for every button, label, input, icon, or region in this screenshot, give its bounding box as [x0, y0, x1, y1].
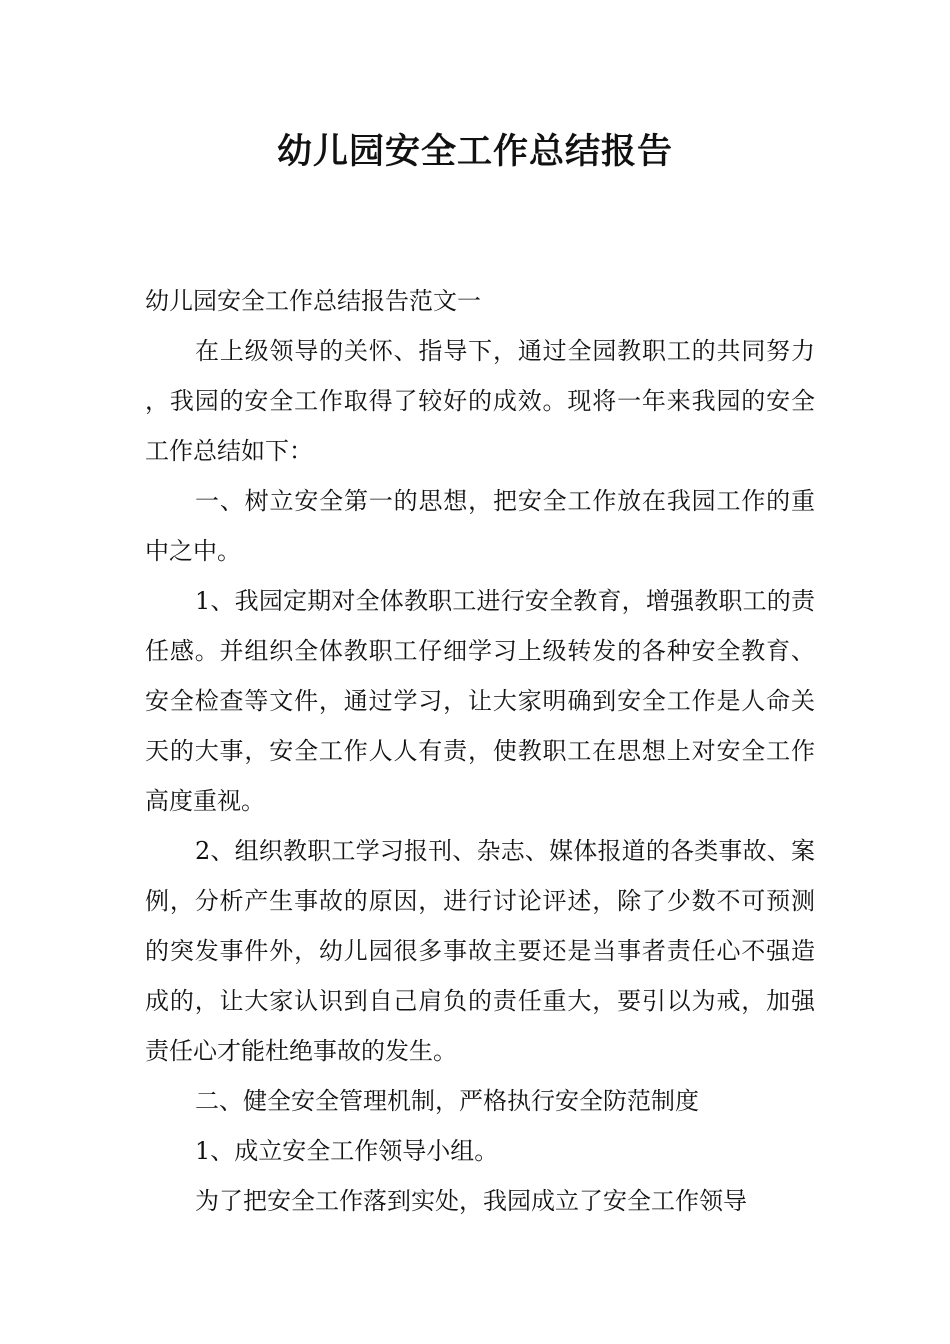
document-body [145, 276, 815, 1226]
paragraph-subtitle: 幼儿园安全工作总结报告范文一 [145, 287, 481, 315]
paragraph: 2、组织教职工学习报刊、杂志、媒体报道的各类事故、案例，分析产生事故的原因，进行讨论评述，除了少数不可预测的突发事件外，幼儿园很多事故主要还是当事者责任心不强造成的，让大家认识到自己肩负的责任重大，要引以为戒，加强责任心才能杜绝事故的发生。 [145, 837, 815, 1065]
paragraph: 1、成立安全工作领导小组。 [195, 1137, 499, 1165]
paragraph-section-heading: 二、健全安全管理机制，严格执行安全防范制度 [195, 1087, 699, 1115]
paragraph: 在上级领导的关怀、指导下，通过全园教职工的共同努力，我园的安全工作取得了较好的成效。现将一年来我园的安全工作总结如下： [145, 337, 815, 465]
paragraph: 1、我园定期对全体教职工进行安全教育，增强教职工的责任感。并组织全体教职工仔细学习上级转发的各种安全教育、安全检查等文件，通过学习，让大家明确到安全工作是人命关天的大事，安全工作人人有责，使教职工在思想上对安全工作高度重视。 [145, 587, 815, 815]
document-title: 幼儿园安全工作总结报告 [276, 132, 673, 172]
paragraph-section-heading: 一、树立安全第一的思想，把安全工作放在我园工作的重中之中。 [145, 487, 815, 565]
paragraph: 为了把安全工作落到实处，我园成立了安全工作领导 [195, 1187, 747, 1215]
